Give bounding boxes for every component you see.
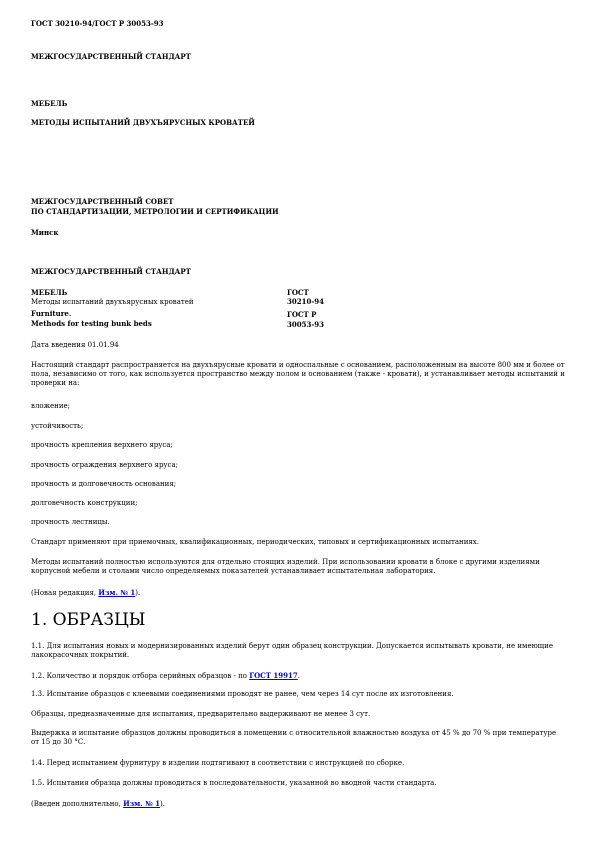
edition-note	[31, 588, 140, 598]
clause-1-4: 1.4. Перед испытанием фурнитуру в изделии подтягивают в соответствии с инструкцией по сборке.	[31, 759, 405, 767]
added-note-prefix: (Введен дополнительно,	[31, 800, 124, 808]
clause-1-1: 1.1. Для испытания новых и модернизированных изделий берут один образец конструкции. Допускается испытывать кровати, не имеющие лакокрасочных покрытий.	[31, 642, 553, 659]
test-item: вложение;	[31, 402, 71, 410]
clause-1-3-note: Образцы, предназначенные для испытания, предварительно выдерживают не менее 3 сут.	[31, 710, 371, 718]
title-block-right-4: 30053-93	[287, 320, 324, 329]
scope-paragraph: Настоящий стандарт распространяется на двухъярусные кровати и односпальные с основанием, расположенным на высоте 800 мм и более от пола, независимо от того, как используется пространство между полом и основанием (также - кровати), и устанавливает методы испытаний и проверки на:	[31, 361, 565, 387]
effective-date: Дата введения 01.01.94	[31, 341, 119, 349]
test-item: прочность и долговечность основания;	[31, 480, 177, 488]
clause-1-2-suffix: .	[297, 672, 300, 680]
test-item: долговечность конструкции;	[31, 499, 138, 507]
test-item: прочность ограждения верхнего яруса;	[31, 461, 178, 469]
applies-paragraph: Стандарт применяют при приемочных, квалификационных, периодических, типовых и сертификационных испытаниях.	[31, 538, 479, 546]
test-item: устойчивость;	[31, 422, 84, 430]
council-city: Минск	[31, 228, 59, 237]
title-block-standard-type: МЕЖГОСУДАРСТВЕННЫЙ СТАНДАРТ	[31, 267, 191, 276]
test-item: прочность крепления верхнего яруса;	[31, 441, 173, 449]
clause-1-5: 1.5. Испытания образца должны проводиться в последовательности, указанной во вводной части стандарта.	[31, 779, 437, 787]
council-line-1: МЕЖГОСУДАРСТВЕННЫЙ СОВЕТ	[31, 197, 174, 206]
edition-note-prefix: (Новая редакция,	[31, 589, 99, 597]
title-block-left-2: Методы испытаний двухъярусных кроватей	[31, 298, 194, 306]
council-line-2: ПО СТАНДАРТИЗАЦИИ, МЕТРОЛОГИИ И СЕРТИФИКАЦИИ	[31, 207, 279, 216]
title-block-left-4: Methods for testing bunk beds	[31, 319, 152, 328]
section-heading: 1. ОБРАЗЦЫ	[31, 610, 146, 630]
test-item: прочность лестницы.	[31, 518, 110, 526]
amendment-link[interactable]: Изм. № 1	[123, 799, 161, 808]
title-block-left-3: Furniture.	[31, 309, 72, 318]
edition-note-suffix: ).	[135, 589, 141, 597]
amendment-link[interactable]: Изм. № 1	[98, 588, 136, 597]
clause-1-3: 1.3. Испытание образцов с клеевыми соединениями проводят не ранее, чем через 14 сут после их изготовления.	[31, 690, 454, 698]
title-block-right-2: 30210-94	[287, 297, 324, 306]
clause-1-3-conditions: Выдержка и испытание образцов должны проводиться в помещении с относительной влажностью воздуха от 45 % до 70 % при температуре от 15 до 30 °С.	[31, 729, 557, 746]
gost-19917-link[interactable]: ГОСТ 19917	[249, 671, 298, 680]
standard-type: МЕЖГОСУДАРСТВЕННЫЙ СТАНДАРТ	[31, 52, 191, 61]
clause-1-2	[31, 671, 300, 681]
subject: МЕБЕЛЬ	[31, 99, 68, 108]
methods-paragraph: Методы испытаний полностью используются для отдельно стоящих изделий. При использовании кровати в блоке с другими изделиями корпусной мебели и столами число определяемых показателей устанавливает испытательная лаборатория.	[31, 558, 540, 575]
clause-1-2-prefix: 1.2. Количество и порядок отбора серийных образцов - по	[31, 672, 250, 680]
added-note-suffix: ).	[160, 800, 166, 808]
gost-line: ГОСТ 30210-94/ГОСТ Р 30053-93	[31, 19, 164, 28]
title-block-right-1: ГОСТ	[287, 288, 309, 297]
document-title: МЕТОДЫ ИСПЫТАНИЙ ДВУХЪЯРУСНЫХ КРОВАТЕЙ	[31, 118, 255, 127]
added-note	[31, 799, 165, 809]
title-block-left-1: МЕБЕЛЬ	[31, 288, 68, 297]
title-block-right-3: ГОСТ Р	[287, 310, 317, 319]
